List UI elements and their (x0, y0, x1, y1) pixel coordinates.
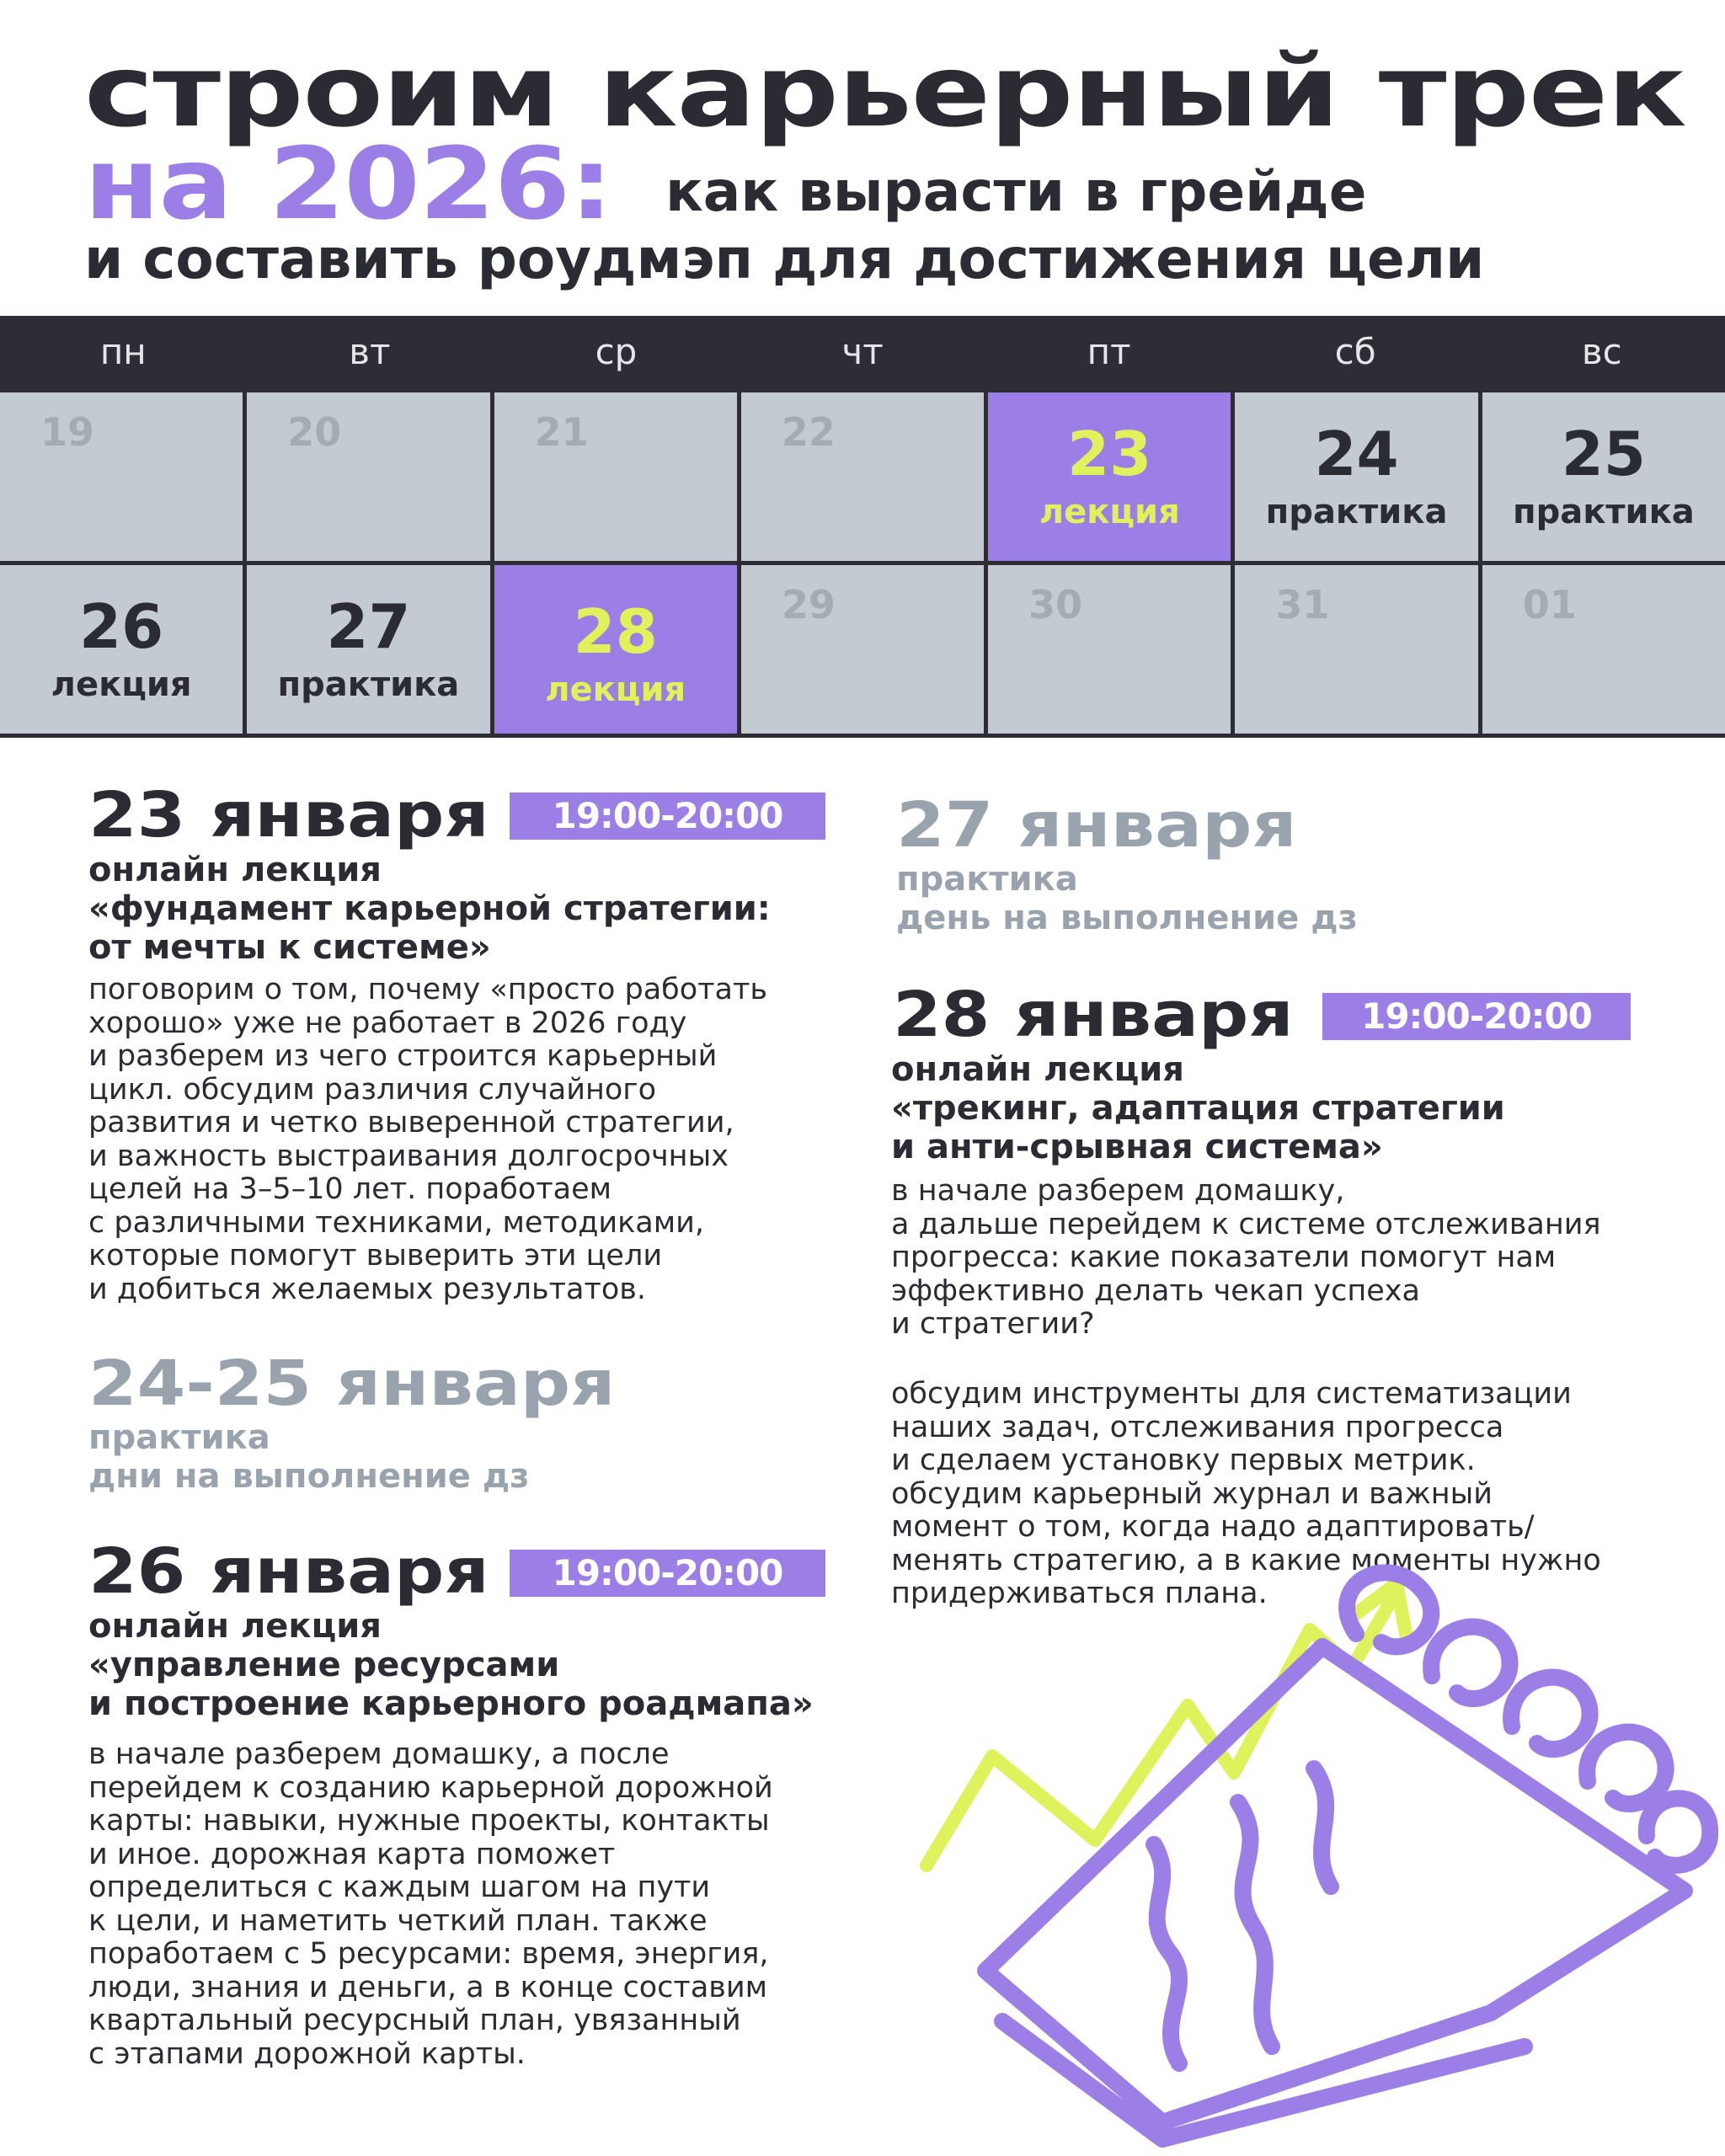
event-jan23-time-badge: 19:00-20:00 (510, 792, 825, 840)
calendar-weekdays (0, 316, 1725, 388)
event-jan24-25-type: практика (88, 1418, 270, 1457)
calendar-day-01: 01 (1482, 565, 1725, 734)
event-jan28-description-2: обсудим инструменты для систематизации наших задач, отслеживания прогресса и сделаем установку первых метрик. обсудим карьерный журнал и важный момент о том, когда надо адаптировать/ менять стратегию, а в какие моменты нужно придерживаться плана. (891, 1377, 1601, 1610)
weekday-fri: пт (1087, 331, 1131, 372)
event-jan28-description: в начале разберем домашку, а дальше перейдем к системе отслеживания прогресса: какие показатели помогут нам эффективно делать чекап успеха и стратегии? (891, 1174, 1601, 1341)
weekday-sun: вс (1581, 331, 1622, 372)
calendar-day-19: 19 (0, 392, 243, 561)
event-jan28-time-badge: 19:00-20:00 (1322, 993, 1631, 1040)
event-jan26-title: «управление ресурсами и построение карьерного роадмапа» (88, 1646, 814, 1723)
event-jan27-type: практика (896, 860, 1078, 899)
weekday-wed: ср (595, 331, 638, 372)
event-jan26-description: в начале разберем домашку, а после перейдем к созданию карьерной дорожной карты: навыки, нужные проекты, контакты и иное. дорожная карта поможет определиться с каждым шагом на пути к цели, и наметить четкий план. также поработаем с 5 ресурсами: время, энергия, люди, знания и деньги, а в конце составим квартальный ресурсный план, увязанный с этапами дорожной карты. (88, 1737, 773, 2071)
event-jan23-date: 23 января (88, 779, 489, 851)
calendar-day-21: 21 (494, 392, 737, 561)
event-jan27-note: день на выполнение дз (896, 899, 1358, 937)
event-jan23-title: «фундамент карьерной стратегии: от мечты к системе» (88, 889, 771, 967)
event-jan23-type: онлайн лекция (88, 851, 382, 889)
calendar-grid (0, 388, 1725, 738)
calendar-day-27: 27 практика (247, 565, 489, 734)
calendar-day-24: 24 практика (1235, 392, 1477, 561)
page-title-line1: строим карьерный трек (84, 33, 1686, 149)
event-jan26-date: 26 января (88, 1535, 489, 1608)
calendar-day-22: 22 (741, 392, 984, 561)
calendar-day-25: 25 практика (1482, 392, 1725, 561)
calendar-day-23: 23 лекция (988, 392, 1231, 561)
event-jan26-type: онлайн лекция (88, 1607, 382, 1646)
weekday-sat: сб (1334, 331, 1376, 372)
event-jan28-type: онлайн лекция (891, 1050, 1184, 1089)
event-jan26-time-badge: 19:00-20:00 (510, 1550, 825, 1597)
weekday-mon: пн (99, 331, 147, 372)
event-jan24-25-date: 24-25 января (88, 1348, 616, 1420)
event-jan23-description: поговорим о том, почему «просто работать хорошо» уже не работает в 2026 году и разберем из чего строится карьерный цикл. обсудим различия случайного развития и четко выверенной стратегии, и важность выстраивания долгосрочных целей на 3–5–10 лет. поработаем с различными техниками, методиками, которые помогут выверить эти цели и добиться желаемых результатов. (88, 973, 767, 1306)
event-jan28-title: «трекинг, адаптация стратегии и анти-срывная система» (891, 1089, 1505, 1166)
notebook-doodle-icon (884, 1533, 1718, 2148)
calendar-day-28: 28 лекция (494, 565, 737, 734)
calendar-day-31: 31 (1235, 565, 1477, 734)
calendar-day-30: 30 (988, 565, 1231, 734)
calendar-day-26: 26 лекция (0, 565, 243, 734)
event-jan28-date: 28 января (893, 979, 1294, 1051)
page-title-line2: на 2026: (84, 125, 612, 242)
page-subtitle: как вырасти в грейде (665, 159, 1367, 224)
page-subtitle-line2: и составить роудмэп для достижения цели (84, 227, 1485, 291)
lime-arrow-icon (927, 1583, 1407, 1865)
weekday-thu: чт (841, 331, 884, 372)
calendar-day-20: 20 (247, 392, 489, 561)
event-jan24-25-note: дни на выполнение дз (88, 1457, 530, 1496)
event-jan27-date: 27 января (896, 789, 1297, 862)
weekday-tue: вт (349, 331, 391, 372)
calendar-day-29: 29 (741, 565, 984, 734)
